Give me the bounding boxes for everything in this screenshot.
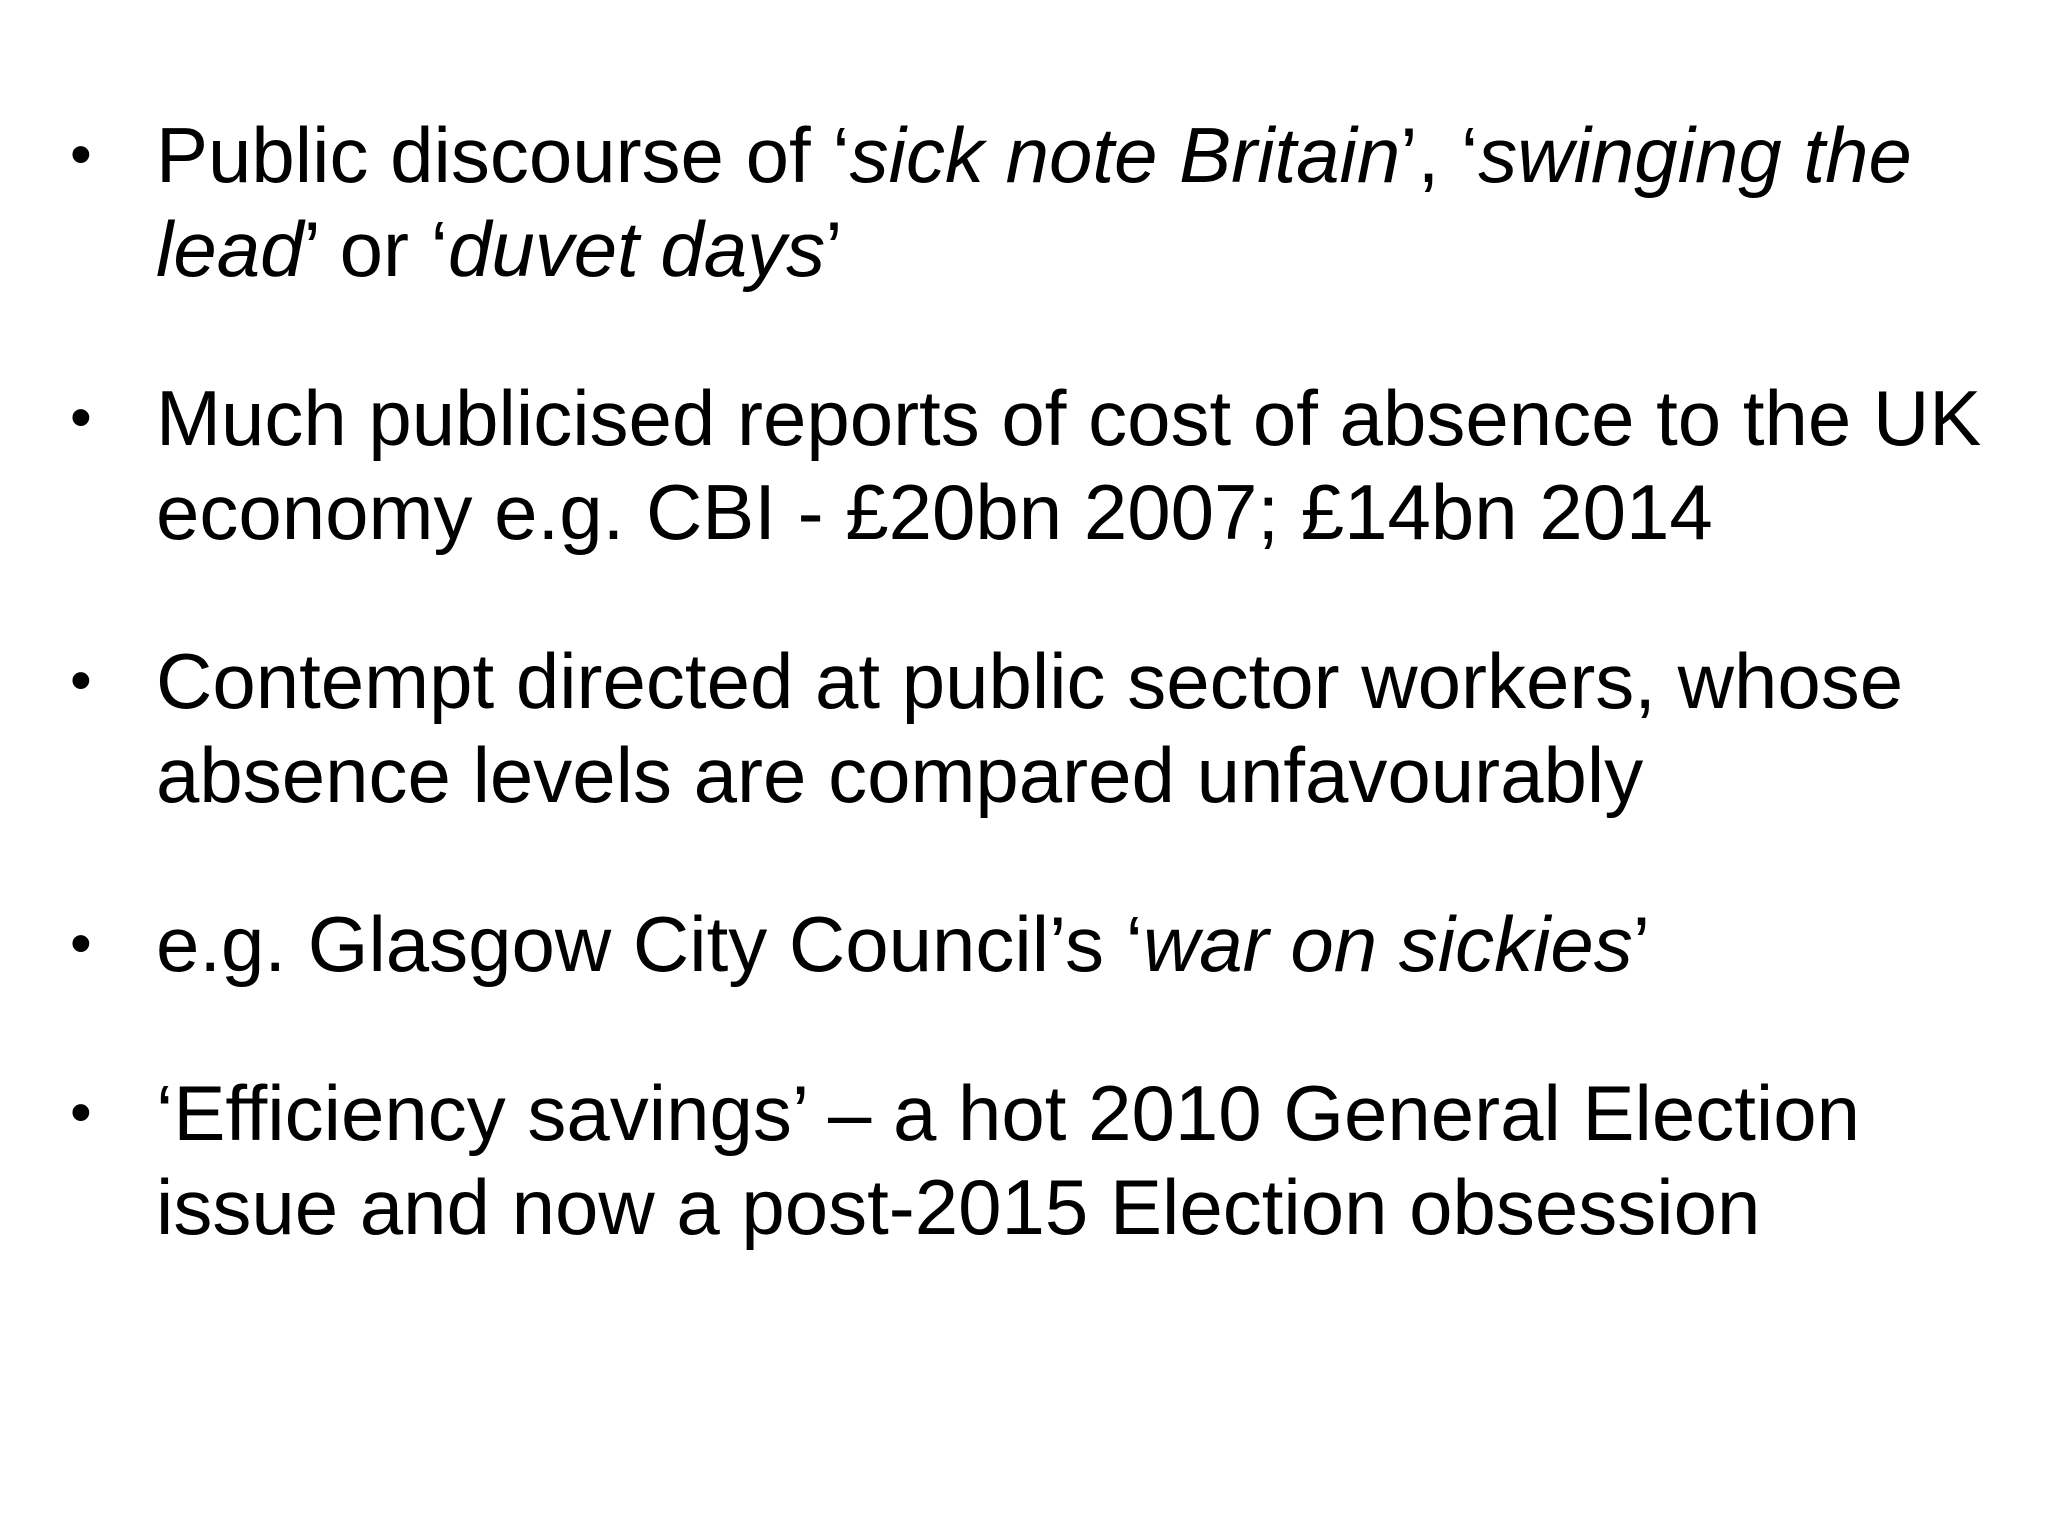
bullet-dot-icon: • — [70, 1078, 92, 1147]
text-segment: ’ — [825, 205, 843, 293]
bullet-text — [156, 111, 1912, 293]
bullet-item-cost-of-absence — [70, 371, 2000, 559]
bullet-text — [156, 900, 1650, 988]
bullet-item-public-sector-contempt — [70, 634, 2000, 822]
text-segment: Public discourse of ‘ — [156, 111, 850, 199]
bullet-text — [156, 1069, 1860, 1251]
italic-phrase: war on sickies — [1142, 900, 1633, 988]
italic-phrase: duvet days — [447, 205, 826, 293]
bullet-dot-icon: • — [70, 646, 92, 715]
text-segment: ’, ‘ — [1400, 111, 1479, 199]
text-segment: Contempt directed at public sector workers, whose absence levels are compared unfavourably — [156, 637, 1904, 819]
bullet-item-sick-note-discourse — [70, 108, 2000, 296]
bullet-dot-icon: • — [70, 909, 92, 978]
bullet-dot-icon: • — [70, 120, 92, 189]
bullet-text — [156, 374, 1981, 556]
bullet-dot-icon: • — [70, 383, 92, 452]
bullet-item-glasgow-example — [70, 897, 2000, 991]
text-segment: e.g. Glasgow City Council’s ‘ — [156, 900, 1143, 988]
text-segment: Much publicised reports of cost of absence to the UK economy e.g. CBI - £20bn 2007; £14bn 2014 — [156, 374, 1982, 556]
text-segment: ’ — [1632, 900, 1651, 988]
italic-phrase: swinging the lead — [156, 111, 1912, 293]
text-segment: ‘Efficiency savings’ – a hot 2010 General Election issue and now a post-2015 Election obsession — [156, 1069, 1861, 1251]
text-segment: ’ or ‘ — [303, 205, 448, 293]
bullet-list — [70, 108, 2000, 1329]
bullet-item-efficiency-savings — [70, 1066, 2000, 1254]
italic-phrase: sick note Britain — [849, 111, 1401, 199]
bullet-text — [156, 637, 1903, 819]
